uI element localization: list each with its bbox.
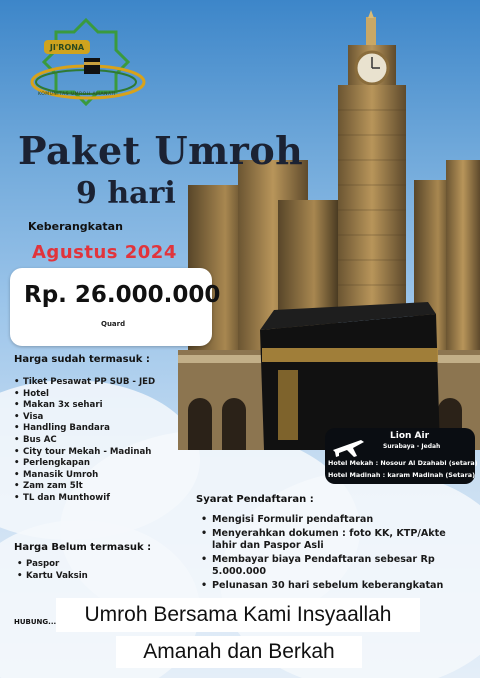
hotel-mekah: Hotel Mekah : Nosour Al Dzahabi (setara) bbox=[328, 459, 478, 467]
list-item: • Hotel bbox=[13, 389, 155, 401]
duration-label: 9 hari bbox=[76, 176, 176, 211]
list-item: • Zam zam 5lt bbox=[13, 481, 155, 493]
list-item: • Handling Bandara bbox=[13, 423, 155, 435]
list-item: • TL dan Munthowif bbox=[13, 493, 155, 505]
flight-route: Surabaya - Jedah bbox=[383, 443, 441, 450]
departure-label: Keberangkatan bbox=[28, 220, 123, 233]
list-item: • Paspor bbox=[16, 559, 88, 571]
list-item: • Visa bbox=[13, 412, 155, 424]
makkah-clock-tower-illustration bbox=[178, 10, 480, 450]
list-item: • Pelunasan 30 hari sebelum keberangkatan bbox=[200, 580, 468, 592]
airplane-icon bbox=[331, 434, 365, 460]
contact-label: HUBUNG... bbox=[14, 618, 57, 626]
list-item: • Makan 3x sehari bbox=[13, 400, 155, 412]
list-item: • City tour Mekah - Madinah bbox=[13, 447, 155, 459]
airline-name: Lion Air bbox=[390, 431, 430, 441]
excluded-title: Harga Belum termasuk : bbox=[14, 542, 152, 553]
price-card bbox=[10, 268, 221, 346]
excluded-list bbox=[16, 559, 88, 582]
list-item: • Mengisi Formulir pendaftaran bbox=[200, 514, 468, 526]
caption-line-2: Amanah dan Berkah bbox=[116, 636, 362, 668]
hotel-madinah: Hotel Madinah : karam Madinah (Setara) bbox=[328, 471, 475, 479]
room-type: Quard bbox=[101, 320, 126, 328]
airline-card bbox=[325, 428, 478, 484]
list-item: • Membayar biaya Pendaftaran sebesar Rp 5.000.000 bbox=[200, 554, 468, 578]
list-item: • Menyerahkan dokumen : foto KK, KTP/Akte lahir dan Paspor Asli bbox=[200, 528, 468, 552]
included-list bbox=[13, 377, 155, 505]
caption-line-1: Umroh Bersama Kami Insyaallah bbox=[56, 598, 420, 632]
list-item: • Tiket Pesawat PP SUB - JED bbox=[13, 377, 155, 389]
price-amount: Rp. 26.000.000 bbox=[24, 282, 221, 308]
logo-tagline: KOMUNITAS UMROH AMANAH bbox=[38, 92, 116, 97]
logo-name: JI'RONA bbox=[49, 43, 85, 52]
requirements-title: Syarat Pendaftaran : bbox=[196, 494, 314, 505]
list-item: • Kartu Vaksin bbox=[16, 571, 88, 583]
list-item: • Bus AC bbox=[13, 435, 155, 447]
departure-month: Agustus 2024 bbox=[32, 242, 177, 263]
requirements-list bbox=[200, 514, 468, 594]
page-title: Paket Umroh bbox=[18, 128, 304, 173]
list-item: • Perlengkapan bbox=[13, 458, 155, 470]
included-title: Harga sudah termasuk : bbox=[14, 354, 150, 365]
list-item: • Manasik Umroh bbox=[13, 470, 155, 482]
